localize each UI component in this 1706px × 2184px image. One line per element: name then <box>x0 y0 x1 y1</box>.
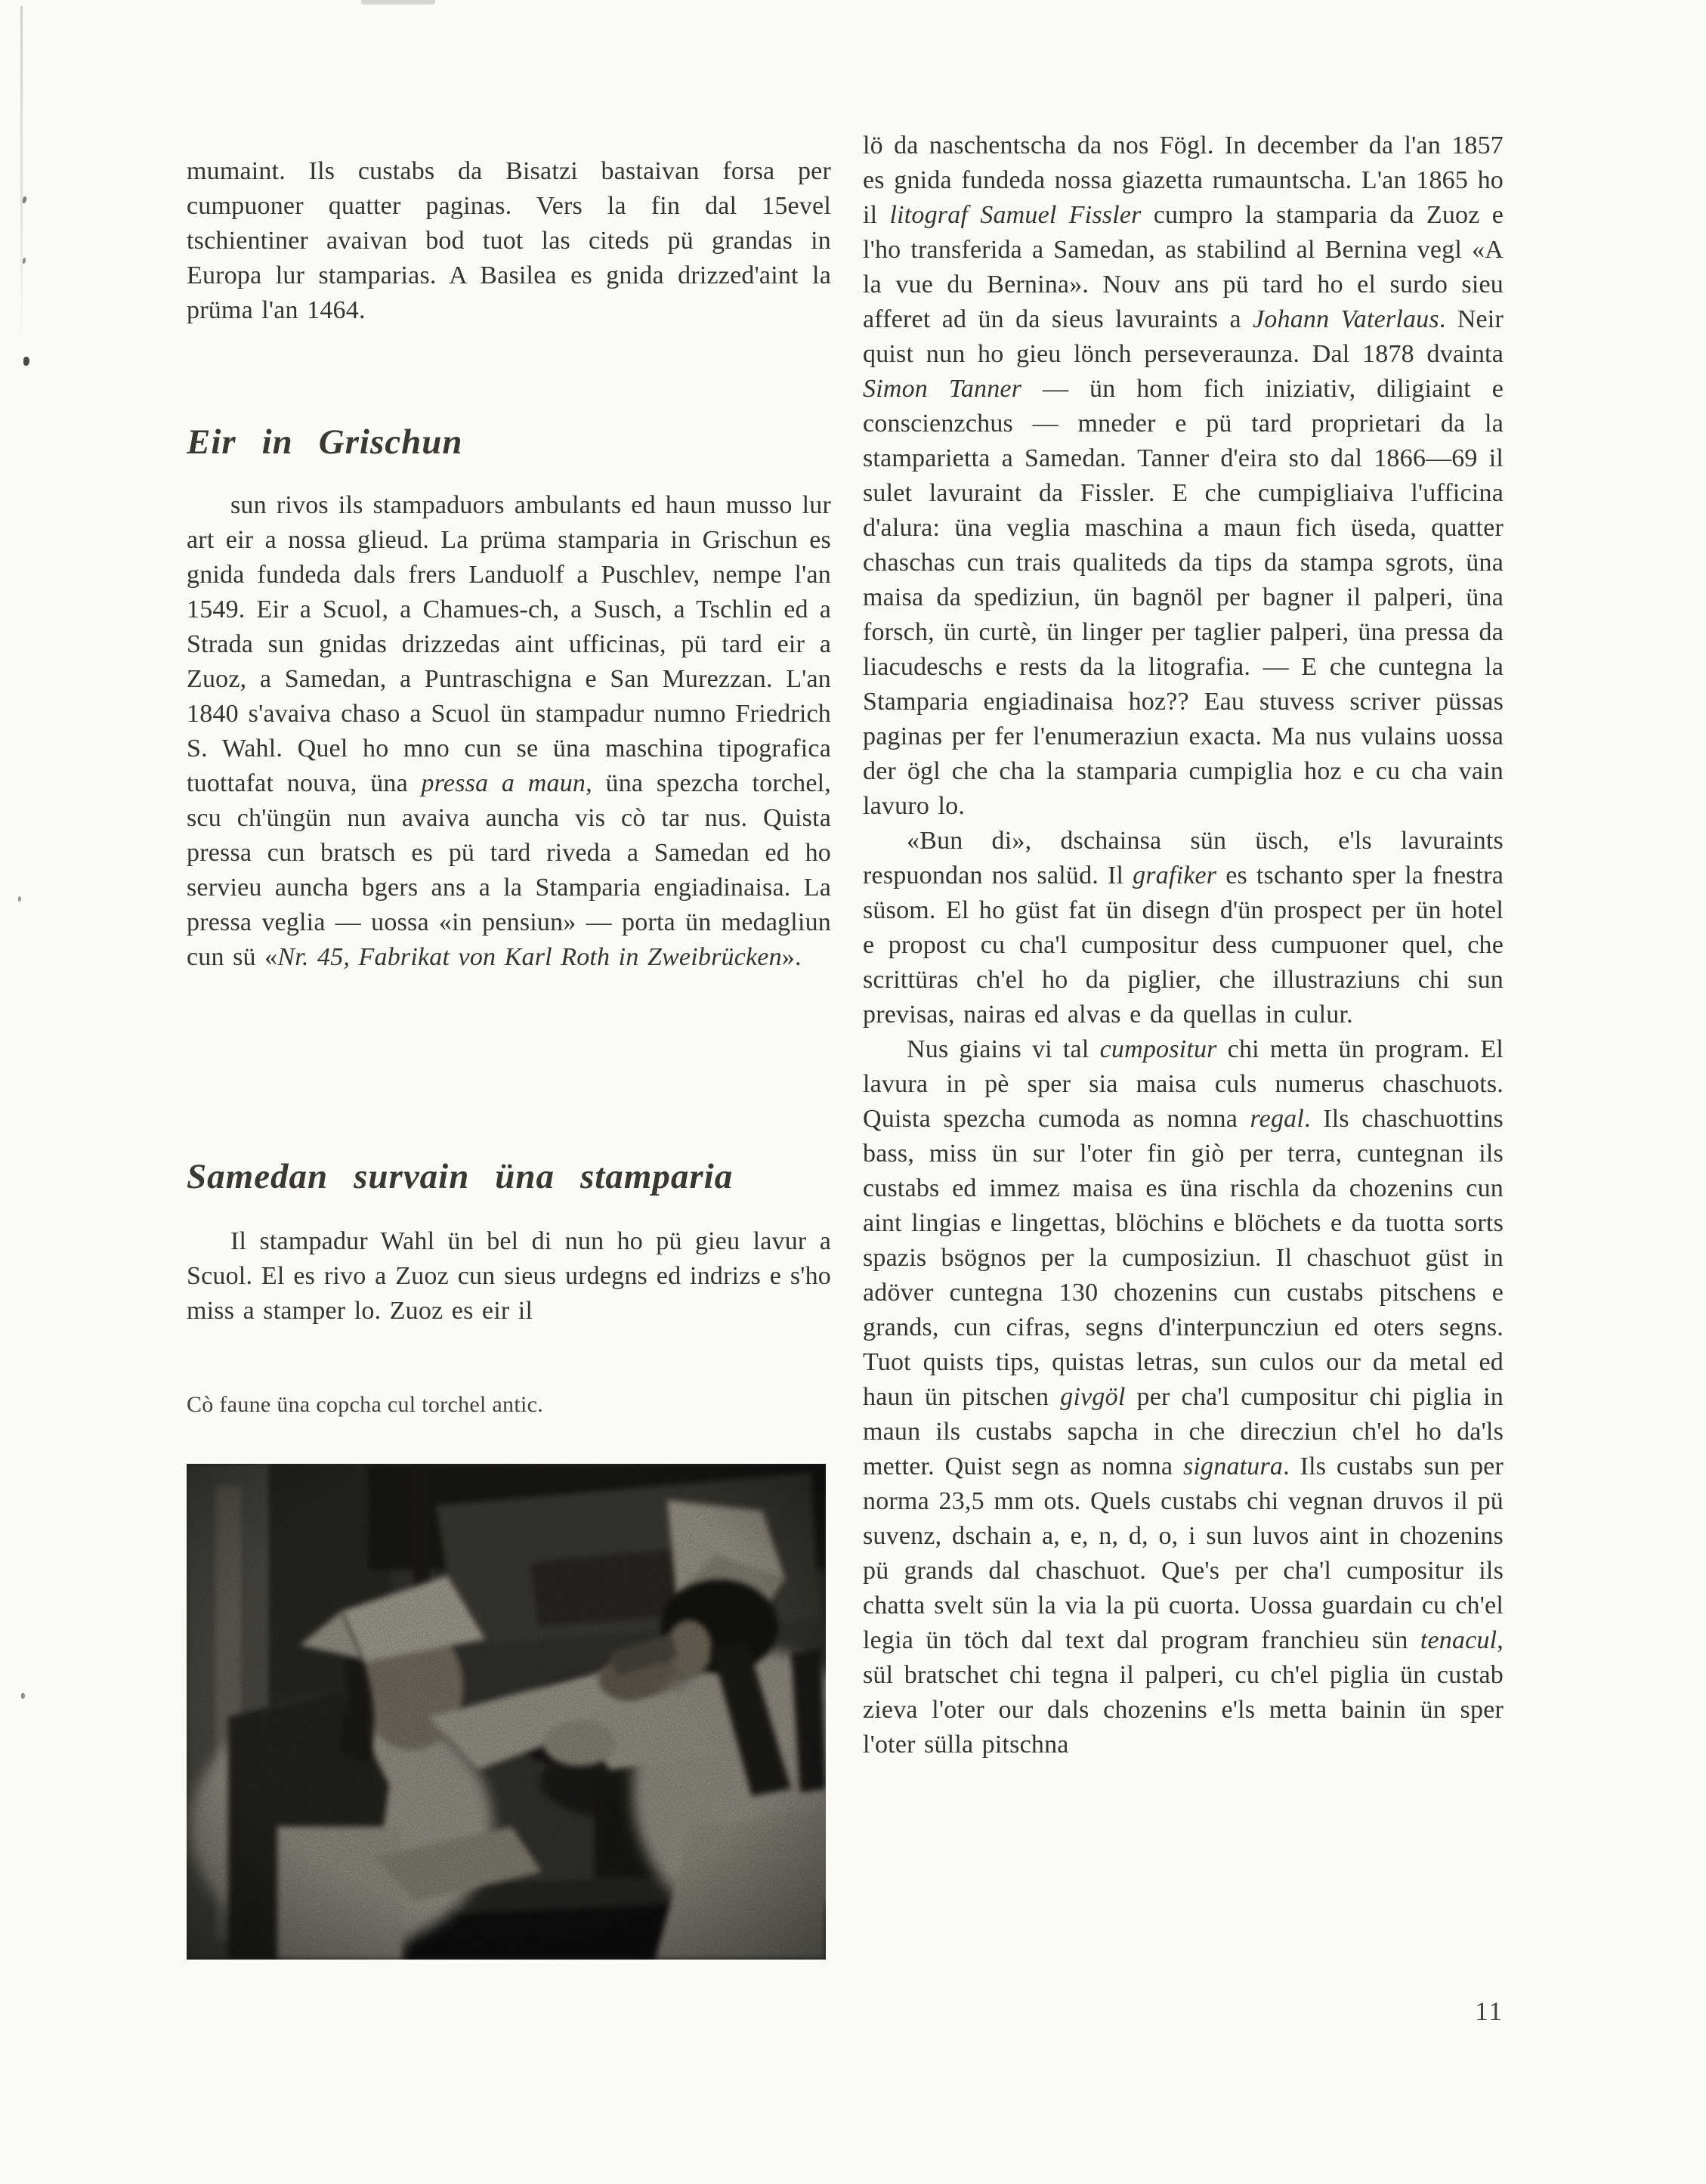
scan-artifact-speck <box>22 258 26 264</box>
left-column <box>187 0 831 2184</box>
paragraph-intro: mumaint. Ils custabs da Bisatzi bastaivan forsa per cumpuoner quatter paginas. Vers la fin dal 15evel tschientiner avaivan bod tuot las citeds pü grandas in Europa lur stamparias. A Basilea es gnida drizzed'aint la prüma l'an 1464. <box>187 157 831 324</box>
scan-artifact-speck <box>18 896 21 902</box>
paragraph-grischun: sun rivos ils stampaduors ambulants ed haun musso lur art eir a nossa glieud. La prüma stamparia in Grischun es gnida fundeda dals frers Landuolf a Puschlev, nempe l'an 1549. Eir a Scuol, a Chamues-ch, a Susch, a Tschlin ed a Strada sun gnidas drizzedas aint ufficinas, pü tard eir a Zuoz, a Samedan, a Puntraschigna e San Murezzan. L'an 1840 s'avaiva chaso a Scuol ün stampadur numno Friedrich S. Wahl. Quel ho mno cun se üna maschina tipografica tuottafat nouva, üna pressa a maun, üna spezcha torchel, scu ch'üngün nun avaiva auncha vis cò tar nus. Quista pressa cun bratsch es pü tard riveda a Samedan ed ho servieu auncha bgers ans a la Stamparia engiadinaisa. La pressa veglia — uossa «in pensiun» — porta ün medagliun cun sü «Nr. 45, Fabrikat von Karl Roth in Zweibrücken». <box>187 491 831 971</box>
section-heading-samedan: Samedan survain üna stamparia <box>187 1157 734 1196</box>
photo-illustration <box>187 1464 826 1960</box>
paragraph-cumpositur: Nus giains vi tal cumpositur chi metta ün program. El lavura in pè sper sia maisa culs numerus chaschuots. Quista spezcha cumoda as nomna regal. Ils chaschuottins bass, miss ün sur l'oter fin giò per terra, cuntegnan ils custabs ed immez maisa es üna rischla da chozenins cun aint lingias e lingettas, blöchins e blöchets e da tuotta sorts spazis bsögnos per la cumposiziun. Il chaschuot güst in adöver cuntegna 130 chozenins cun custabs pitschens e grands, cun cifras, segns d'interpuncziun ed oters segns. Tuot quists tips, quistas letras, sun culos our da metal ed haun ün pitschen givgöl per cha'l cumpositur chi piglia in maun ils custabs sapcha in che direcziun ch'el ho da'ls metter. Quist segn as nomna signatura. Ils custabs sun per norma 23,5 mm ots. Quels custabs chi vegnan druvos il pü suvenz, dschain a, e, n, d, o, i sun luvos aint in chozenins pü grands dal chaschuot. Que's per cha'l cumpositur ils chatta svelt sün la via la pü cuorta. Uossa guardain cu ch'el legia ün töch dal text dal program franchieu sün tenacul, sül bratschet chi tegna il palperi, cu ch'el piglia ün custab zieva l'oter our dals chozenins e'ls metta bainin ün sper l'oter sülla pitschna <box>863 1035 1504 1759</box>
paragraph-fissler: lö da naschentscha da nos Fögl. In december da l'an 1857 es gnida fundeda nossa giazetta rumauntscha. L'an 1865 ho il litograf Samuel Fissler cumpro la stamparia da Zuoz e l'ho transferida a Samedan, as stabilind al Bernina vegl «A la vue du Bernina». Nouv ans pü tard ho el surdo sieu afferet ad ün da sieus lavuraints a Johann Vaterlaus. Neir quist nun ho gieu lönch perseveraunza. Dal 1878 dvainta Simon Tanner — ün hom fich iniziativ, diligiaint e conscienzchus — mneder e pü tard proprietari da la stamparietta a Samedan. Tanner d'eira sto dal 1866—69 il sulet lavuraint da Fissler. E che cumpigliaiva l'ufficina d'alura: üna veglia maschina a maun fich üseda, quatter chaschas cun trais qualiteds da tips da stampa sgrots, üna maisa da spediziun, ün bagnöl per bagner il palperi, üna forsch, ün curtè, ün linger per taglier palperi, üna pressa da liacudeschs e rests da la litografia. — E che cuntegna la Stamparia engiadinaisa hoz?? Eau stuvess scriver püssas paginas per fer l'enumeraziun exacta. Ma nus vulains uossa der ögl che cha la stamparia cumpiglia hoz e cu cha vain lavuro lo. <box>863 131 1504 820</box>
page-number: 11 <box>1475 1997 1504 2026</box>
section-heading-grischun: Eir in Grischun <box>187 422 463 462</box>
scan-artifact-speck <box>23 357 29 366</box>
scan-artifact-speck <box>22 196 27 204</box>
right-column <box>863 0 1504 2184</box>
scan-artifact-speck <box>21 1693 25 1699</box>
scan-artifact-gutter-line <box>20 6 23 348</box>
photo-antique-press <box>187 1464 826 1960</box>
right-column-text <box>863 128 1504 1762</box>
paragraph-samedan: Il stampadur Wahl ün bel di nun ho pü gieu lavur a Scuol. El es rivo a Zuoz cun sieus urdegns ed indrizs e s'ho miss a stamper lo. Zuoz es eir il <box>187 1227 831 1325</box>
paragraph-bun-di: «Bun di», dschainsa sün üsch, e'ls lavuraints respuondan nos salüd. Il grafiker es tschanto sper la fnestra süsom. El ho güst fat ün disegn d'ün prospect per ün hotel e propost cu cha'l cumpositur dess cumpuoner quel, che scrittüras ch'el ho da piglier, che illustraziuns chi sun previsas, nairas ed alvas e da quellas in culur. <box>863 827 1504 1029</box>
photo-caption: Cò faune üna copcha cul torchel antic. <box>187 1392 544 1417</box>
